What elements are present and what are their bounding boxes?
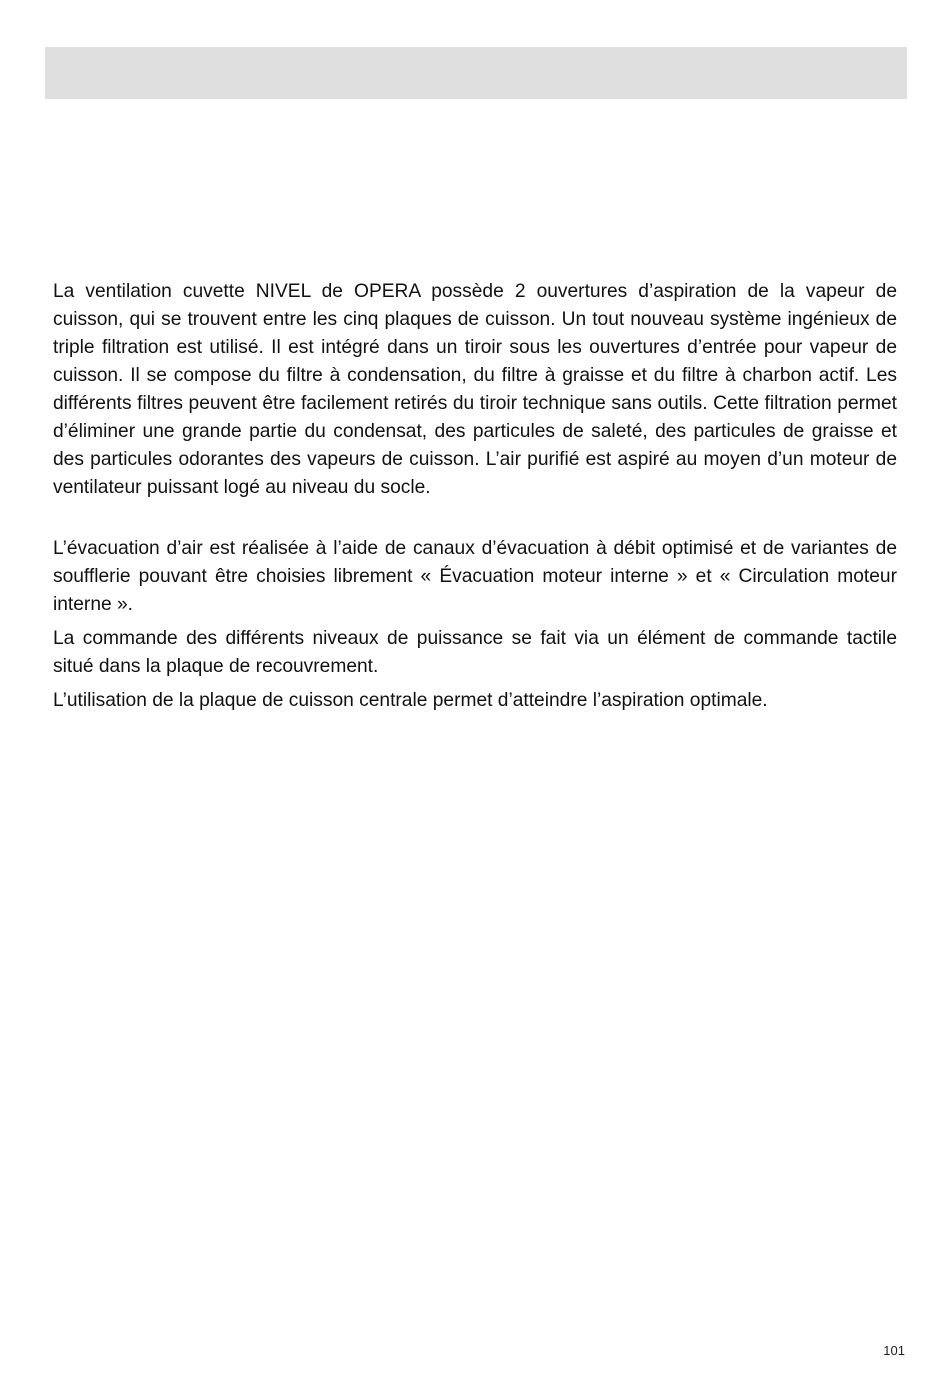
- header-band: [45, 47, 907, 99]
- document-body: [53, 278, 897, 715]
- page-number: 101: [883, 1343, 905, 1358]
- paragraph-utilisation: L’utilisation de la plaque de cuisson centrale permet d’atteindre l’aspiration optimale.: [53, 690, 768, 711]
- paragraph-evacuation: L’évacuation d’air est réalisée à l’aide de canaux d’évacuation à débit optimisé et de variantes de soufflerie pouvant être choisies librement « Évacuation moteur interne » et « Circulation moteur interne ».: [53, 538, 897, 615]
- paragraph-ventilation: La ventilation cuvette NIVEL de OPERA possède 2 ouvertures d’aspiration de la vapeur de cuisson, qui se trouvent entre les cinq plaques de cuisson. Un tout nouveau système ingénieux de triple filtration est utilisé. Il est intégré dans un tiroir sous les ouvertures d’entrée pour vapeur de cuisson. Il se compose du filtre à condensation, du filtre à graisse et du filtre à charbon actif. Les différents filtres peuvent être facilement retirés du tiroir technique sans outils. Cette filtration permet d’éliminer une grande partie du condensat, des particules de saleté, des particules de graisse et des particules odorantes des vapeurs de cuisson. L’air purifié est aspiré au moyen d’un moteur de ventilateur puissant logé au niveau du socle.: [53, 281, 897, 498]
- paragraph-commande: La commande des différents niveaux de puissance se fait via un élément de commande tactile situé dans la plaque de recouvrement.: [53, 628, 897, 677]
